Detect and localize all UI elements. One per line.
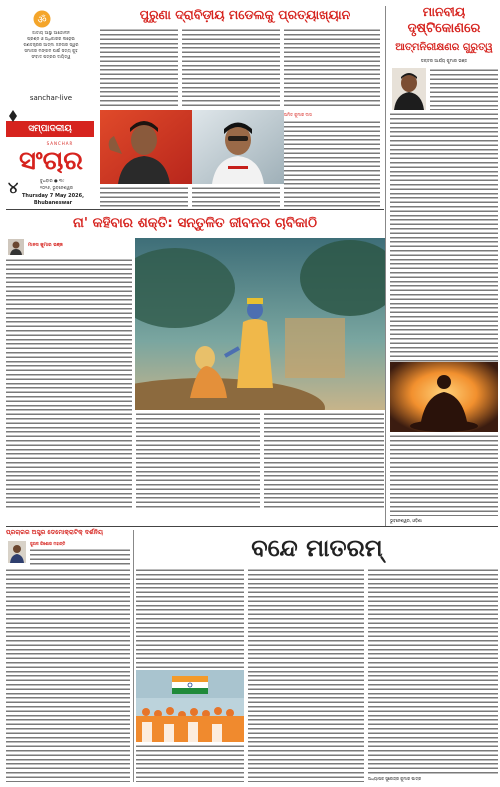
bottom-story-col3 [368, 568, 498, 776]
top-story-text-left [100, 28, 178, 108]
right-headline-1: ମାନବୀୟ [422, 4, 466, 19]
section-label: ସମ୍ପାଦକୀୟ [28, 124, 72, 134]
bottom-story-photo [136, 670, 244, 742]
slogan-line: ଜାତୀୟ ଆସ୍ଥା ଆନ୍ଦୋଳନ [32, 30, 70, 35]
website-label[interactable]: sanchar-live [29, 94, 73, 102]
bottom-left-text-top [30, 548, 130, 566]
middle-text-col2b [136, 412, 260, 510]
column-divider [385, 6, 386, 526]
bottom-rule [6, 526, 498, 527]
top-story-text-right2 [284, 120, 380, 208]
middle-rule [6, 209, 384, 210]
right-signoff: ଭୁବନେଶ୍ୱର, ଓଡ଼ିଶା [390, 518, 422, 523]
right-byline: ଡକ୍ଟର ଆର୍ଯ୍ୟ କୁମାର ଭଞ୍ଜ [420, 58, 468, 63]
volume-text: ବୁଧବାର ● ୩୯ [40, 178, 65, 183]
bottom-story-col1 [136, 568, 244, 668]
bottom-story-col1b [136, 744, 244, 782]
date-text: Thursday 7 May 2026, [21, 193, 84, 199]
issue-text: ୨୦୨୬, ଭୁବନେଶ୍ୱର [40, 185, 74, 190]
middle-story-byline: ମାନସ କୁମାର ଭଞ୍ଜ [28, 243, 63, 248]
slogan-line: ସମାଜର ମଙ୍ଗଳ ପାଇଁ ସତ୍ୟ କୁହ [24, 48, 78, 53]
middle-text-col3 [264, 412, 384, 510]
middle-byline-photo [8, 239, 24, 255]
right-headline-2: ଦୃଷ୍ଟିକୋଣରେ [407, 21, 481, 36]
top-story-text-mid [182, 28, 280, 108]
slogan-line: ଗଣତନ୍ତ୍ରର ଆତ୍ମା ଜନତାର ସ୍ୱର [23, 42, 79, 47]
city-text: Bhubaneswar [33, 200, 73, 206]
slogan-line: ପ୍ରଶ୍ନ ଓ ଅଧିକାରର ଲଢ଼େଇ [27, 36, 75, 41]
middle-illustration [135, 238, 385, 410]
right-text-after-image [390, 434, 498, 516]
pen-icon [8, 107, 18, 119]
svg-text:ॐ: ॐ [37, 15, 47, 26]
top-story-headline: ପୁରୁଣା ଦ୍ରାବିଡ଼ୀୟ ମଡେଲକୁ ପ୍ରତ୍ୟାଖ୍ୟାନ [139, 7, 351, 22]
bottom-left-photo [8, 541, 26, 563]
right-text-top [430, 68, 498, 110]
bottom-story-headline: ବନ୍ଦେ ମାତରମ୍ [251, 534, 383, 562]
om-logo-icon [32, 10, 52, 28]
paper-name: ସଂଚାର [18, 146, 84, 176]
paper-name-small: SANCHAR [46, 141, 74, 146]
bottom-left-text [6, 568, 130, 782]
top-story-byline: ଅମିତ କୁମାର ଦାସ [284, 112, 312, 117]
top-story-text-below-2 [192, 186, 280, 208]
section-label-box [6, 121, 94, 137]
top-story-text-below-1 [100, 186, 188, 208]
middle-story-headline: ନା' କହିବାର ଶକ୍ତି: ସନ୍ତୁଳିତ ଜୀବନର ଚାବିକାଠି [72, 215, 318, 231]
page-number: ୪ [8, 178, 19, 197]
right-headline-3: ଆତ୍ମନିରୀକ୍ଷଣର ଗୁରୁତ୍ୱ [395, 42, 493, 53]
top-story-photo [100, 110, 284, 184]
top-story-text-right [284, 28, 380, 108]
masthead-slogans [6, 30, 96, 90]
right-portrait [392, 68, 426, 110]
bottom-story-col2 [248, 568, 364, 782]
masthead-logo [32, 10, 52, 28]
meditation-image [390, 362, 498, 432]
bottom-divider [133, 530, 134, 782]
middle-text-col1 [6, 258, 132, 510]
bottom-story-signoff: ଅଧ୍ୟାପକ ସୁରେନ୍ଦ୍ର କୁମାର ପାତ୍ର [368, 776, 422, 781]
bottom-left-headline: ପ୍ରଚାରର ଅସ୍ତ୍ର ଡେମୋକ୍ରାଟିକ୍ ଦର୍ଶନିୟ [6, 529, 104, 536]
bottom-left-byline: ଜୁଗଳ କିଶୋର ମହାନ୍ତି [30, 541, 66, 546]
slogan-line: ସଂବାଦ ପତ୍ରର ଦାୟିତ୍ୱ [31, 54, 71, 59]
